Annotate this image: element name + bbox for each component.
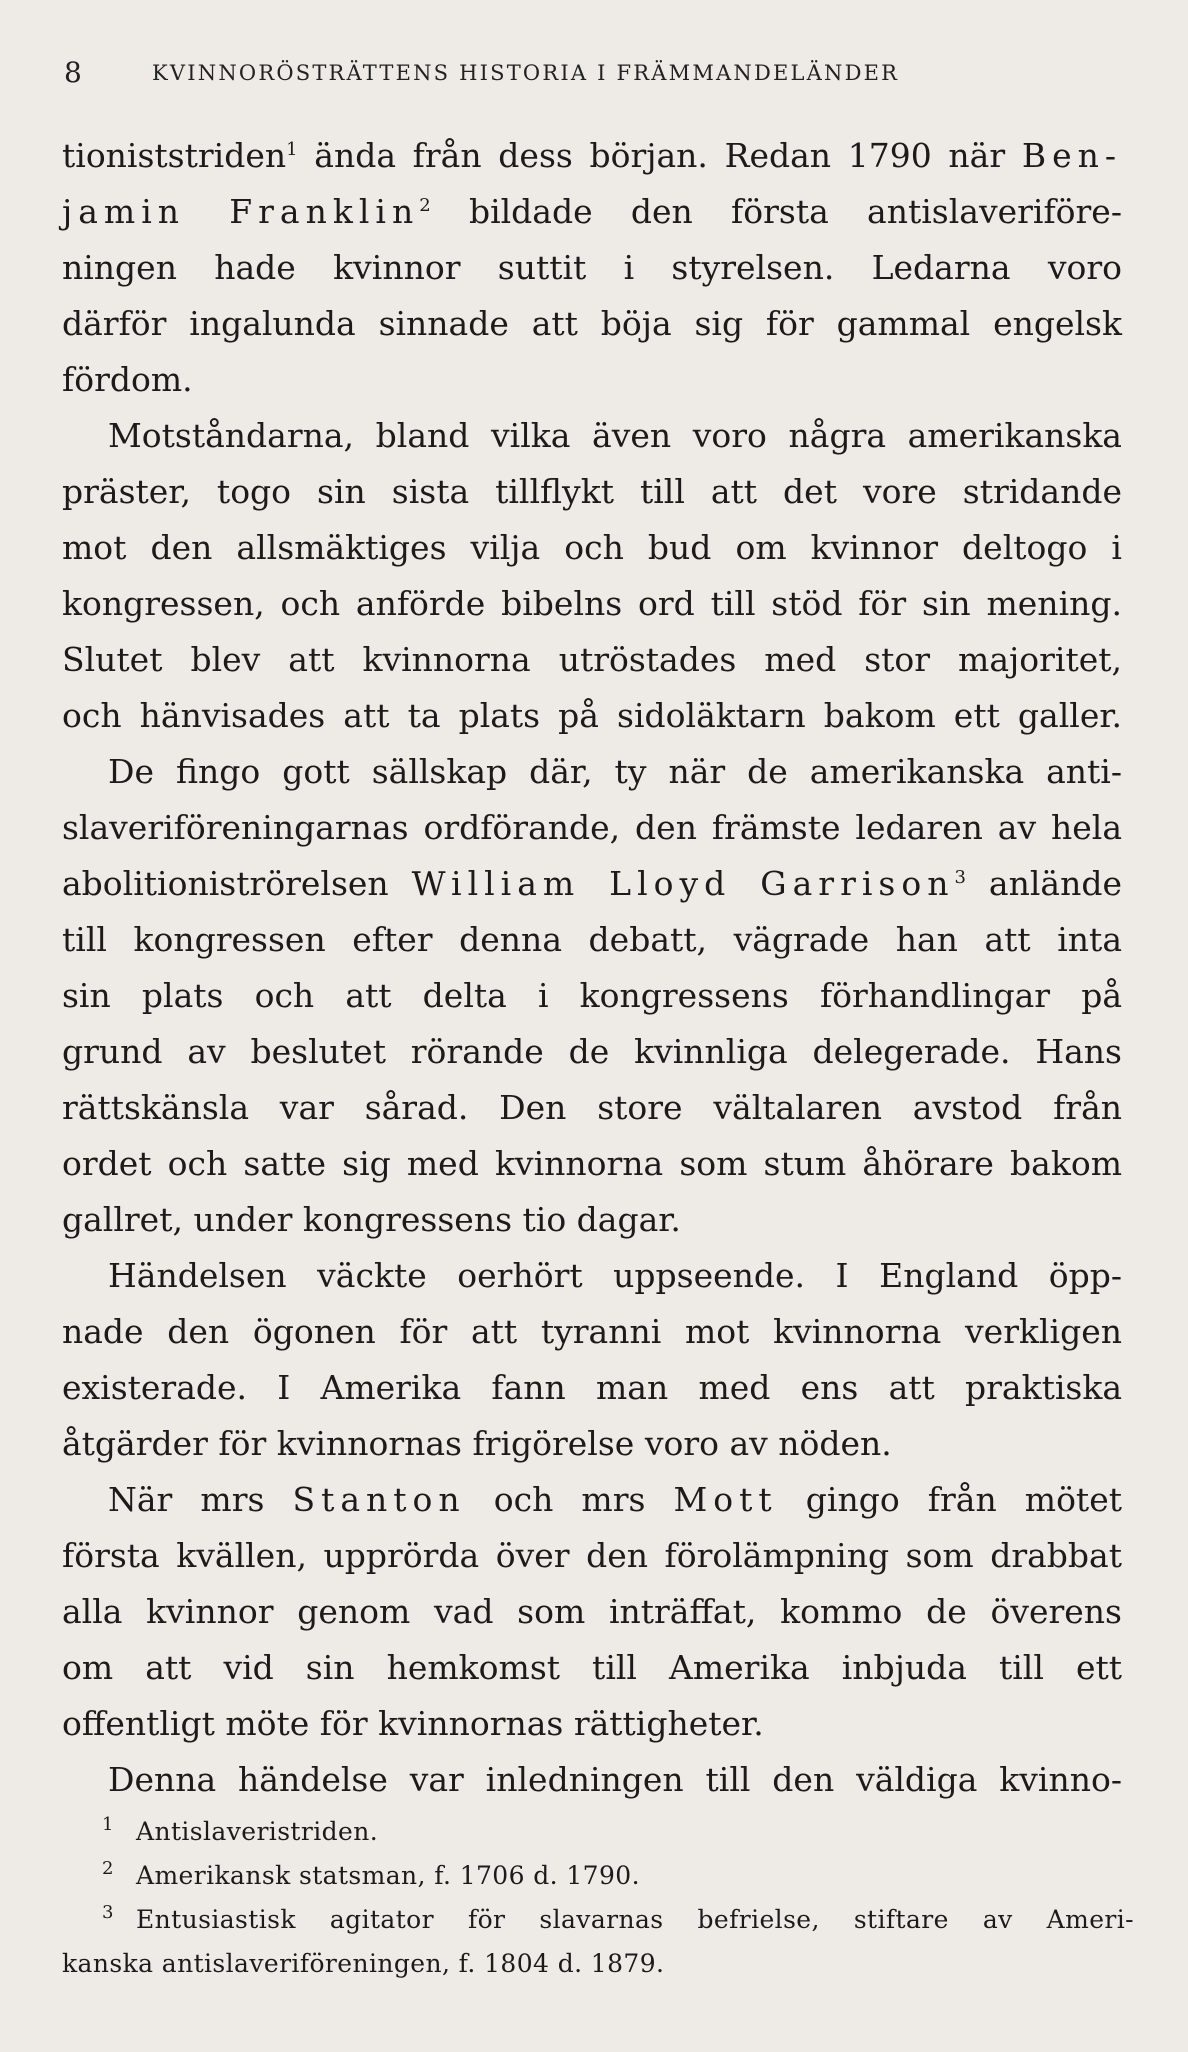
text-line: första kvällen, upprörda över den förolämpning som drabbat	[62, 1536, 1122, 1575]
text-line: De fingo gott sällskap där, ty när de amerikanska anti-	[108, 752, 1122, 791]
running-head: KVINNORÖSTRÄTTENS HISTORIA I FRÄMMANDELÄNDER	[152, 61, 900, 85]
text-line: om att vid sin hemkomst till Amerika inbjuda till ett	[62, 1648, 1122, 1687]
text-line: alla kvinnor genom vad som inträffat, kommo de överens	[62, 1592, 1122, 1631]
text-line: Händelsen väckte oerhört uppseende. I England öpp-	[108, 1256, 1122, 1295]
text-line	[62, 856, 1122, 912]
text-line: mot den allsmäktiges vilja och bud om kvinnor deltogo i	[62, 528, 1122, 567]
text-line: Denna händelse var inledningen till den väldiga kvinno-	[108, 1760, 1122, 1799]
page-number: 8	[64, 56, 82, 89]
text-line: sin plats och att delta i kongressens förhandlingar på	[62, 976, 1122, 1015]
spaced-name: jamin Franklin	[62, 192, 420, 231]
text-line: och hänvisades att ta plats på sidoläktarn bakom ett galler.	[62, 696, 1122, 735]
spaced-name: Stanton	[292, 1480, 466, 1519]
text-segment: När mrs	[108, 1480, 293, 1519]
text-segment: ända från dess början. Redan 1790 när	[297, 136, 1022, 175]
spaced-name: Ben-	[1021, 136, 1122, 175]
text-line: nade den ögonen för att tyranni mot kvinnorna verkligen	[62, 1312, 1122, 1351]
text-line: fördom.	[62, 360, 193, 399]
text-line: Slutet blev att kvinnorna utröstades med stor majoritet,	[62, 640, 1122, 679]
spaced-name: Mott	[673, 1480, 778, 1519]
footnote	[62, 1810, 1134, 1854]
text-line: grund av beslutet rörande de kvinnliga delegerade. Hans	[62, 1032, 1122, 1071]
text-line: präster, togo sin sista tillflykt till att det vore stridande	[62, 472, 1122, 511]
text-line: gallret, under kongressens tio dagar.	[62, 1200, 681, 1239]
footnote-marker: 2	[102, 1858, 114, 1879]
footnote-ref: 2	[419, 195, 431, 216]
text-line	[62, 1472, 1122, 1528]
footnote-marker: 3	[102, 1902, 114, 1923]
text-line: till kongressen efter denna debatt, vägrade han att inta	[62, 920, 1122, 959]
text-line: kongressen, och anförde bibelns ord till stöd för sin mening.	[62, 584, 1122, 623]
text-line: slaveriföreningarnas ordförande, den främste ledaren av hela	[62, 808, 1122, 847]
text-line: därför ingalunda sinnade att böja sig för gammal engelsk	[62, 304, 1122, 343]
page-header	[64, 56, 1128, 96]
text-line: existerade. I Amerika fann man med ens att praktiska	[62, 1368, 1122, 1407]
text-segment: och mrs	[465, 1480, 674, 1519]
footnote-text: Amerikansk statsman, f. 1706 d. 1790.	[136, 1861, 640, 1890]
text-line: Motståndarna, bland vilka även voro några amerikanska	[108, 416, 1122, 455]
footnotes	[62, 1810, 1134, 1986]
footnote	[62, 1898, 1134, 1942]
text-segment: anlände	[965, 864, 1122, 903]
footnote-continuation: kanska antislaveriföreningen, f. 1804 d. 1879.	[62, 1949, 665, 1978]
text-line: ningen hade kvinnor suttit i styrelsen. Ledarna voro	[62, 248, 1122, 287]
text-line	[62, 128, 1122, 184]
text-line: rättskänsla var sårad. Den store vältalaren avstod från	[62, 1088, 1122, 1127]
text-segment: gingo från mötet	[777, 1480, 1122, 1519]
text-line: offentligt möte för kvinnornas rättigheter.	[62, 1704, 764, 1743]
spaced-name: William Lloyd Garrison	[411, 864, 955, 903]
footnote-marker: 1	[102, 1814, 114, 1835]
text-segment: bildade den första antislaveriföre-	[430, 192, 1122, 231]
footnote-text: Antislaveristriden.	[136, 1817, 379, 1846]
text-line: åtgärder för kvinnornas frigörelse voro av nöden.	[62, 1424, 892, 1463]
footnote-ref: 3	[954, 867, 966, 888]
text-segment: abolitioniströrelsen	[62, 864, 412, 903]
footnote-ref: 1	[286, 139, 298, 160]
text-segment: tioniststriden	[62, 136, 287, 175]
text-line	[62, 184, 1122, 240]
text-line: ordet och satte sig med kvinnorna som stum åhörare bakom	[62, 1144, 1122, 1183]
footnote-text: Entusiastisk agitator för slavarnas befrielse, stiftare av Ameri-	[136, 1905, 1134, 1934]
footnote	[62, 1854, 1134, 1898]
body-text	[62, 128, 1122, 1808]
